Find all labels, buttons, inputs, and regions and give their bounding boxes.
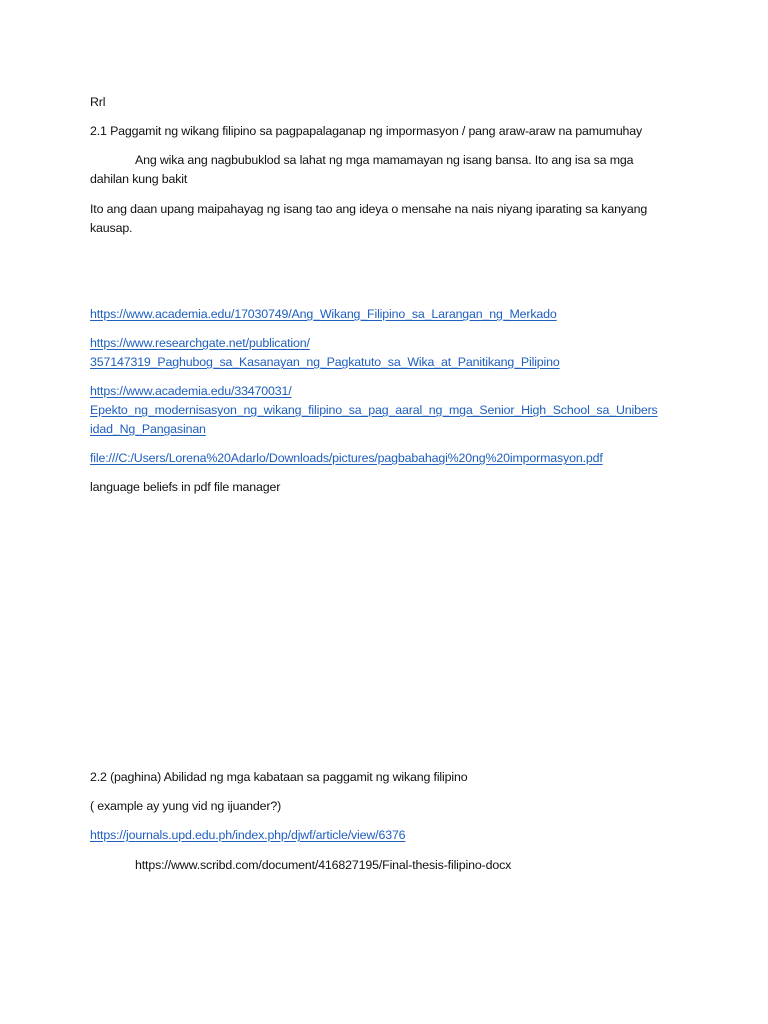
link-local-file-pdf[interactable]: file:///C:/Users/Lorena%20Adarlo/Downloads/pictures/pagbabahagi%20ng%20impormasyon.pdf: [90, 451, 603, 465]
paragraph-2-line-2: kausap.: [90, 221, 133, 235]
link-academia-merkado[interactable]: https://www.academia.edu/17030749/Ang_Wikang_Filipino_sa_Larangan_ng_Merkado: [90, 307, 557, 321]
document-heading: Rrl: [90, 95, 106, 109]
link-journals-upd[interactable]: https://journals.upd.edu.ph/index.php/djwf/article/view/6376: [90, 828, 406, 842]
plain-url-scribd: https://www.scribd.com/document/416827195/Final-thesis-filipino-docx: [135, 858, 512, 872]
link-researchgate-line-1[interactable]: https://www.researchgate.net/publication/: [90, 336, 310, 350]
link-academia-epekto-line-2[interactable]: Epekto_ng_modernisasyon_ng_wikang_filipino_sa_pag_aaral_ng_mga_Senior_High_School_sa_Unibers: [90, 403, 658, 417]
paragraph-2-line-1: Ito ang daan upang maipahayag ng isang tao ang ideya o mensahe na nais niyang iparating sa kanyang: [90, 202, 648, 216]
link-academia-epekto-line-1[interactable]: https://www.academia.edu/33470031/: [90, 384, 292, 398]
link-academia-epekto-line-3[interactable]: idad_Ng_Pangasinan: [90, 422, 206, 436]
link-researchgate-line-2[interactable]: 357147319_Paghubog_sa_Kasanayan_ng_Pagkatuto_sa_Wika_at_Panitikang_Pilipino: [90, 355, 560, 369]
note-language-beliefs: language beliefs in pdf file manager: [90, 480, 281, 494]
paragraph-1-line-1: Ang wika ang nagbubuklod sa lahat ng mga mamamayan ng isang bansa. Ito ang isa sa mga: [135, 153, 634, 167]
section-2-note: ( example ay yung vid ng ijuander?): [90, 799, 282, 813]
section-2-title: 2.2 (paghina) Abilidad ng mga kabataan sa paggamit ng wikang filipino: [90, 770, 468, 784]
paragraph-1-line-2: dahilan kung bakit: [90, 172, 188, 186]
section-1-title: 2.1 Paggamit ng wikang filipino sa pagpapalaganap ng impormasyon / pang araw-araw na pamumuhay: [90, 124, 643, 138]
